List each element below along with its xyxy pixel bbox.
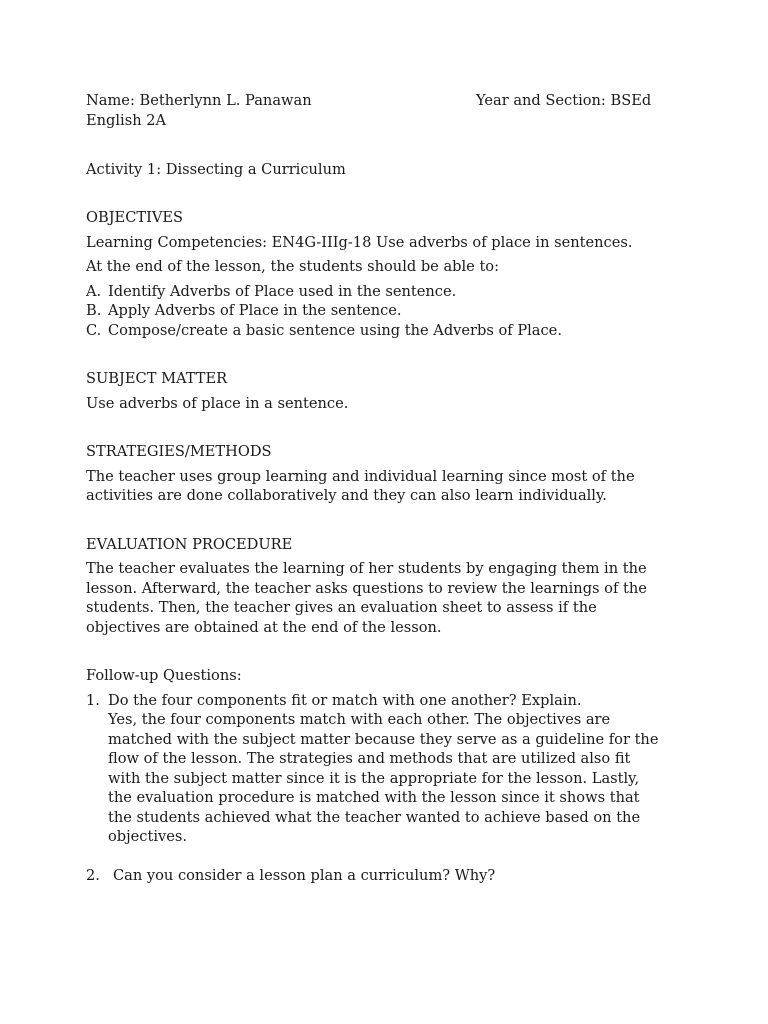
objective-item-b: [86, 301, 686, 321]
student-name: Name: Betherlynn L. Panawan: [86, 92, 312, 109]
evaluation-heading: EVALUATION PROCEDURE: [86, 535, 293, 553]
evaluation-line: lesson. Afterward, the teacher asks questions to review the learnings of the: [86, 579, 647, 597]
objective-item-c: [86, 321, 686, 341]
evaluation-line: The teacher evaluates the learning of her students by engaging them in the: [86, 560, 647, 577]
objective-text: Identify Adverbs of Place used in the sentence.: [108, 282, 457, 300]
evaluation-line: students. Then, the teacher gives an evaluation sheet to assess if the: [86, 599, 597, 616]
subject-matter-text: Use adverbs of place in a sentence.: [86, 394, 349, 412]
answer-line: flow of the lesson. The strategies and methods that are utilized also fit: [108, 750, 631, 767]
question-2: [86, 866, 686, 886]
subject-matter-heading: SUBJECT MATTER: [86, 370, 228, 387]
question-text: Do the four components fit or match with one another? Explain.: [108, 691, 582, 709]
year-section: Year and Section: BSEd: [476, 92, 652, 109]
follow-up-heading: Follow-up Questions:: [86, 667, 242, 684]
evaluation-line: objectives are obtained at the end of the lesson.: [86, 618, 442, 636]
objective-text: Compose/create a basic sentence using the Adverbs of Place.: [108, 321, 562, 339]
strategies-heading: STRATEGIES/METHODS: [86, 443, 272, 460]
answer-line: matched with the subject matter because they serve as a guideline for the: [108, 730, 659, 748]
objectives-intro: At the end of the lesson, the students should be able to:: [86, 258, 500, 275]
objectives-heading: OBJECTIVES: [86, 209, 184, 226]
answer-line: Yes, the four components match with each other. The objectives are: [108, 711, 611, 728]
document-page: [86, 91, 686, 885]
objective-item-a: [86, 282, 686, 302]
list-marker: 1.: [86, 691, 100, 709]
answer-line: the evaluation procedure is matched with the lesson since it shows that: [108, 789, 640, 806]
answer-line: with the subject matter since it is the appropriate for the lesson. Lastly,: [108, 769, 640, 787]
list-marker: C.: [86, 321, 102, 339]
answer-line: objectives.: [108, 828, 188, 845]
objective-text: Apply Adverbs of Place in the sentence.: [108, 302, 402, 319]
answer-line: the students achieved what the teacher wanted to achieve based on the: [108, 808, 641, 826]
list-marker: B.: [86, 302, 102, 319]
strategies-line: The teacher uses group learning and individual learning since most of the: [86, 467, 635, 485]
activity-title: Activity 1: Dissecting a Curriculum: [86, 160, 346, 178]
strategies-line: activities are done collaboratively and they can also learn individually.: [86, 487, 607, 504]
header-row: [86, 91, 686, 111]
year-section-continued: English 2A: [86, 112, 167, 129]
learning-competency: Learning Competencies: EN4G-IIIg-18 Use adverbs of place in sentences.: [86, 233, 633, 251]
list-marker: A.: [86, 282, 102, 300]
list-marker: 2.: [86, 866, 100, 884]
question-1: [86, 691, 686, 711]
question-text: Can you consider a lesson plan a curriculum? Why?: [113, 866, 496, 884]
